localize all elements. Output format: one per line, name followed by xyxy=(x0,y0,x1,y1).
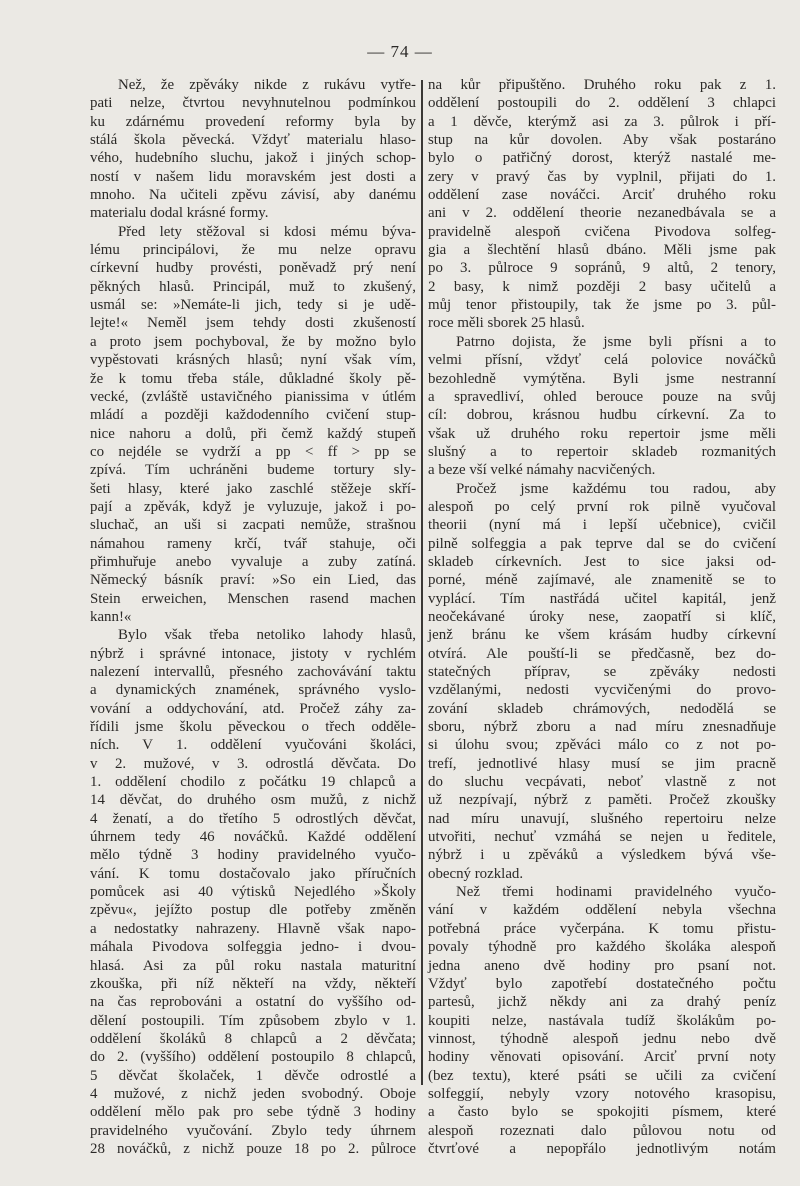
text-line: vování a oddychování, atd. Pročež záhy za- xyxy=(90,700,416,717)
text-line: vecké, (zvláště ustavičného pianissima v útlém xyxy=(90,388,416,405)
text-line: a beze vší velké námahy nacvičených. xyxy=(428,462,656,479)
text-line: můj tenor přistoupily, tak že jsme po 3. půl- xyxy=(428,297,776,314)
text-line: mělo týdně 3 hodiny pravidelného vyučo- xyxy=(90,847,416,864)
text-line: pěkných hlasů. Principál, muž to zkušený, xyxy=(90,278,416,295)
text-line: theorii (nyní má i lepší učebnice), cvičil xyxy=(428,517,776,534)
text-line: sboru, nýbrž zboru a nad míru znesnadňuje xyxy=(428,719,776,736)
text-line: na čas reprobováni a ostatní do vyššího od- xyxy=(90,994,416,1011)
text-line: Před lety stěžoval si kdosi mému býva- xyxy=(118,223,416,240)
text-line: lejte!« Neměl jsem tehdy dosti zkušeností xyxy=(90,315,416,332)
text-line: skladeb církevních. Jest to sice jaksi od- xyxy=(428,553,776,570)
text-line: nad míru unavují, slušného repertoiru nelze xyxy=(428,810,776,827)
text-line: po 3. půlroce 9 sopránů, 9 altů, 2 tenory, xyxy=(428,260,776,277)
text-line: řídili jsme školu pěveckou o třech odděle- xyxy=(90,719,416,736)
text-line: 4 ženatí, a do třetího 5 odrostlých děvčat, xyxy=(90,810,416,827)
text-line: ani v 2. oddělení theorie nezanedbávala se a xyxy=(428,205,776,222)
text-line: 2 basy, k nimž později 2 basy učitelů a xyxy=(428,278,776,295)
text-line: potřebná práce vyčerpána. K tomu přistu- xyxy=(428,920,776,937)
text-line: vypěstovati krásných hlasů; nyní však vím, xyxy=(90,352,416,369)
text-line: vyplácí. Tím nastřádá učitel kapitál, jenž xyxy=(428,590,776,607)
text-line: Stein erweichen, Menschen rasend machen xyxy=(90,590,416,607)
text-line: nice nahoru a dolů, při čemž každý stupeň xyxy=(90,425,416,442)
text-line: už nezpívají, nýbrž z paměti. Pročež zkoušky xyxy=(428,792,776,809)
text-line: hlasá. Asi za půl roku nastala maturitní xyxy=(90,957,416,974)
text-line: neočekávané úroky nese, zaopatří si klíč, xyxy=(428,608,776,625)
text-line: a 1 děvče, kterýmž asi za 3. půlrok i pří- xyxy=(428,113,776,130)
text-line: cíl: dobrou, krásnou hudbu církevní. Za to xyxy=(428,407,776,424)
text-line: a proto jsem pochyboval, že by možno bylo xyxy=(90,333,416,350)
text-line: (bez textu), které psáti se učili za cvičení xyxy=(428,1067,776,1084)
text-line: že k tomu třeba stále, důkladné školy pě- xyxy=(90,370,416,387)
text-line: vání v každém oddělení nebyla všechna xyxy=(428,902,776,919)
text-line: zpěvu«, jejížto postup dle potřeby změněn xyxy=(90,902,416,919)
text-line: oddělení mělo pak pro sebe týdně 3 hodiny xyxy=(90,1104,416,1121)
text-line: pravidelného vyučování. Zbylo tedy úhrnem xyxy=(90,1122,416,1139)
text-line: sluchač, an uši si zacpati nemůže, strašnou xyxy=(90,517,416,534)
text-line: zování skladeb chrámových, nedodělá se xyxy=(428,700,776,717)
text-line: 4 mužové, z nichž jeden svobodný. Oboje xyxy=(90,1085,416,1102)
text-line: bylo o patřičný dorost, kterýž nastalé me- xyxy=(428,150,776,167)
text-line: 14 děvčat, do druhého osm mužů, z nichž xyxy=(90,792,416,809)
text-line: na kůr připuštěno. Druhého roku pak z 1. xyxy=(428,77,776,93)
text-line: mnoho. Na učiteli zpěvu závisí, aby danému xyxy=(90,187,416,204)
text-line: stálá škola pěvecká. Vždyť materialu hlaso- xyxy=(90,132,416,149)
text-line: Než, že zpěváky nikde z rukávu vytře- xyxy=(118,77,416,93)
text-line: do 2. (vyššího) oddělení postoupilo 8 chlapců, xyxy=(90,1049,416,1066)
right-column xyxy=(428,76,776,1158)
text-line: 5 děvčat školaček, 1 děvče odrostlé a xyxy=(90,1067,416,1084)
text-line: 1. oddělení chodilo z počátku 19 chlapců a xyxy=(90,774,416,791)
text-line: alespoň rozeznati dalo půlovou notu od xyxy=(428,1122,776,1139)
text-line: zery v pravý čas by vyplnil, přijati do 1. xyxy=(428,168,776,185)
text-line: partesů, jichž někdy ani za drahý peníz xyxy=(428,994,776,1011)
text-line: vání. K tomu dostačovalo jako příručních xyxy=(90,865,416,882)
text-line: nýbrž i správné intonace, jistoty v rychlém xyxy=(90,645,416,662)
text-line: a dynamických znamének, správného vyslo- xyxy=(90,682,416,699)
text-line: trefí, jednotlivé hlasy musí se jim pracně xyxy=(428,755,776,772)
text-line: bezohledně vymýtěna. Byli jsme nestranní xyxy=(428,370,776,387)
text-line: pati nelze, čtvrtou nevyhnutelnou podmínkou xyxy=(90,95,416,112)
text-line: Pročež jsme každému tou radou, aby xyxy=(456,480,776,497)
text-line: zkouška, při níž někteří na vždy, někteří xyxy=(90,975,416,992)
text-line: a spravedliví, ohled berouce pouze na svůj xyxy=(428,388,776,405)
text-line: námahou rameny krčí, tvář stahuje, oči xyxy=(90,535,416,552)
text-line: gia a šlechtění hlasů dbáno. Měli jsme pak xyxy=(428,242,776,259)
text-line: máhala Pivodova solfeggia jedno- i dvou- xyxy=(90,939,416,956)
text-line: slušný a to repertoir skladeb rozmanitých xyxy=(428,443,776,460)
text-line: šeti hlasy, které jako zaschlé stěžeje skří- xyxy=(90,480,416,497)
text-line: povaly týhodně pro každého školáka alespoň xyxy=(428,939,776,956)
text-line: Než třemi hodinami pravidelného vyučo- xyxy=(456,884,776,901)
column-divider xyxy=(421,80,423,1085)
text-line: jenž bránu ke všem krásám hudby církevní xyxy=(428,627,776,644)
text-line: obecný rozklad. xyxy=(428,865,524,882)
text-line: Německý básník praví: »So ein Lied, das xyxy=(90,572,416,589)
text-line: ních. V 1. oddělení vyučováni školáci, xyxy=(90,737,416,754)
text-line: Patrno dojista, že jsme byli přísni a to xyxy=(456,333,776,350)
text-line: čtvrťové a nepopřálo jednotlivým notám xyxy=(428,1140,776,1157)
text-line: pravidelně alespoň cvičena Pivodova solfeg- xyxy=(428,223,776,240)
text-line: však už druhého roku repertoir jsme měli xyxy=(428,425,776,442)
text-line: roce měli sborek 25 hlasů. xyxy=(428,315,585,332)
text-line: otvírá. Ale pouští-li se předčasně, bez do- xyxy=(428,645,776,662)
text-line: v 2. mužové, v 3. odrostlá děvčata. Do xyxy=(90,755,416,772)
text-line: pají a zpěvák, když je vyluzuje, jakož i po- xyxy=(90,498,416,515)
text-line: vinnost, týhodně alespoň jednu nebo dvě xyxy=(428,1030,776,1047)
text-line: alespoň po celý první rok pilně vyučoval xyxy=(428,498,776,515)
text-line: usmál se: »Nemáte-li jich, tedy si je udě- xyxy=(90,297,416,314)
text-line: dělení postoupili. Tím způsobem zbylo v 1. xyxy=(90,1012,416,1029)
text-line: církevní hudby provésti, poněvadž prý není xyxy=(90,260,416,277)
text-line: oddělení školáků 8 chlapců a 2 děvčata; xyxy=(90,1030,416,1047)
text-line: pomůcek asi 40 výtisků Nejedlého »Školy xyxy=(90,884,416,901)
text-line: lému principálovi, že mu nelze opravu xyxy=(90,242,416,259)
text-line: zpívá. Tím uchráněni budeme tortury sly- xyxy=(90,462,416,479)
text-line: mládí a později každodenního cvičení stup- xyxy=(90,407,416,424)
text-line: koupiti nelze, nastávala tudíž školákům po- xyxy=(428,1012,776,1029)
text-line: nalezení intervallů, přesného zachovávání taktu xyxy=(90,664,416,680)
page-number: — 74 — xyxy=(367,42,433,61)
text-line: stup na kůr dovolen. Aby však postaráno xyxy=(428,132,776,149)
text-line: ností v našem lidu moravském jest dosti a xyxy=(90,168,416,185)
text-line: oddělení postoupili do 2. oddělení 3 chlapci xyxy=(428,95,776,112)
text-line: solfeggií, nebyly vzory notového krasopisu, xyxy=(428,1085,776,1102)
text-line: utvořiti, nechuť vzmáhá se nejen u ředitele, xyxy=(428,829,776,846)
text-line: Bylo však třeba netoliko lahody hlasů, xyxy=(118,627,416,644)
left-column xyxy=(90,76,416,1158)
text-line: kann!« xyxy=(90,608,132,625)
text-line: vého, hudebního sluchu, jakož i jiných schop- xyxy=(90,150,416,167)
text-line: úhrnem tedy 46 nováčků. Každé oddělení xyxy=(90,829,416,846)
text-line: si úlohu svou; zpěváci málo co z not po- xyxy=(428,737,776,754)
text-line: a nedostatky nahrazeny. Hlavně však napo- xyxy=(90,920,416,937)
text-line: jedna aneno dvě hodiny pro psaní not. xyxy=(428,957,776,974)
text-line: nýbrž i u zpěváků a výsledkem bývá vše- xyxy=(428,847,776,864)
text-line: porné, méně zajímavé, ale znamenitě se to xyxy=(428,572,776,589)
text-line: vzdělanými, nedosti vycvičenými do provo- xyxy=(428,682,776,699)
text-line: materialu dodal krásné formy. xyxy=(90,205,269,222)
text-line: statečných příprav, se zpěváky nedosti xyxy=(428,664,776,680)
text-line: hodiny věnovati opisování. Arciť první noty xyxy=(428,1049,776,1066)
text-line: co nejdéle se vydrží a pp < ff > pp se xyxy=(90,443,416,460)
text-line: do sluchu vecpávati, neboť vlastně z not xyxy=(428,774,776,791)
text-line: ku zdárnému provedení reformy byla by xyxy=(90,113,416,130)
text-line: a často bylo se spokojiti písmem, které xyxy=(428,1104,776,1121)
text-line: oddělení zase nováčci. Arciť druhého roku xyxy=(428,187,776,204)
text-line: velmi přísní, vždyť celá polovice nováčků xyxy=(428,352,776,369)
text-line: přimhuřuje anebo vyvaluje a zuby zatíná. xyxy=(90,553,416,570)
text-line: pilně solfeggia a pak teprve dal se do cvičení xyxy=(428,535,776,552)
text-line: Vždyť bylo zapotřebí dostatečného počtu xyxy=(428,975,776,992)
text-line: 28 nováčků, z nichž pouze 18 po 2. půlroce xyxy=(90,1140,416,1157)
